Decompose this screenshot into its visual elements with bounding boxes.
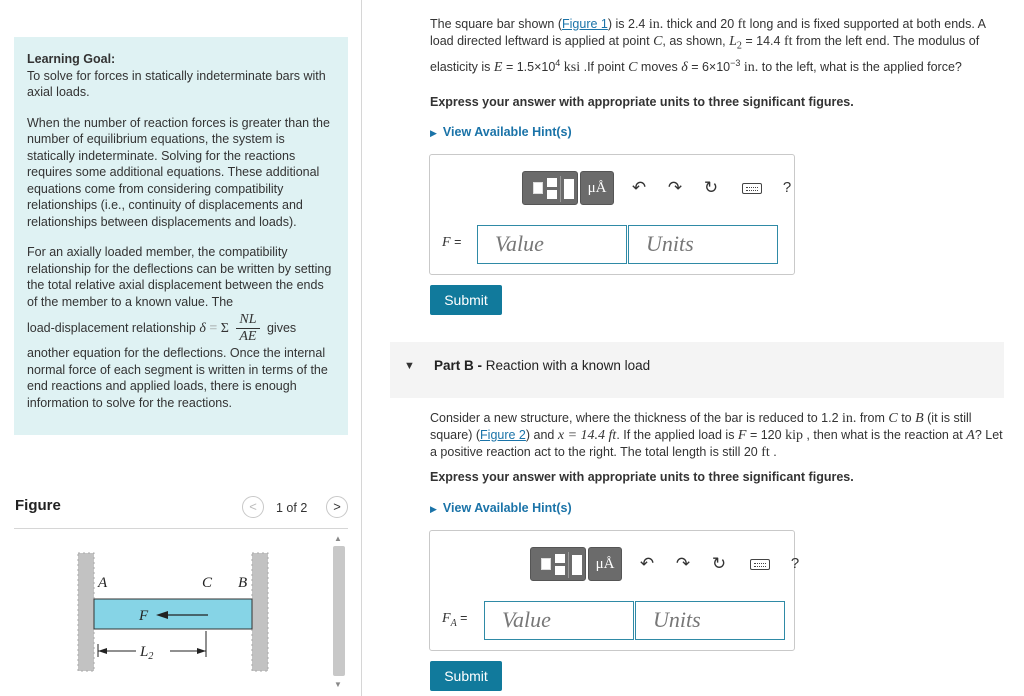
square-bar <box>94 599 252 629</box>
label-F: F <box>139 608 149 624</box>
part-b-toolbar <box>530 547 830 581</box>
figure-viewer <box>14 528 348 696</box>
label-B: B <box>238 575 248 591</box>
templates-button[interactable] <box>522 171 578 205</box>
learning-goal-paragraph-2: For an axially loaded member, the compatibility relationship for the deflections can be written by setting the total relative axial displacement between the ends of the member to a known value. The <box>27 245 332 309</box>
part-a-units-input[interactable]: Units <box>628 225 778 264</box>
part-a-submit-button[interactable]: Submit <box>430 285 502 315</box>
units-button[interactable]: μÅ <box>588 547 622 581</box>
templates-button[interactable] <box>530 547 586 581</box>
right-wall-support <box>252 553 268 671</box>
part-b-value-input[interactable]: Value <box>484 601 634 640</box>
help-icon[interactable]: ? <box>782 179 792 196</box>
part-b-units-input[interactable]: Units <box>635 601 785 640</box>
figure-header <box>14 496 348 520</box>
learning-goal-box <box>14 37 348 435</box>
figure-title: Figure <box>15 497 61 514</box>
figure-counter: 1 of 2 <box>276 501 308 515</box>
part-b-answer-box <box>429 530 800 651</box>
redo-icon[interactable]: ↷ <box>675 554 691 573</box>
learning-goal-paragraph-1: When the number of reaction forces is greater than the number of equilibrium equations, the system is statically indeterminate. Solving for the reactions requires some additional equations. These additional equations come from considering compatibility relationships (i.e., continuity of displacements and relationships between displacements and loads). <box>27 115 330 229</box>
part-b-question: Consider a new structure, where the thickness of the bar is reduced to 1.2 in. from C to B (it is still square) (Figure 2) and x = 14.4 ft. If the applied load is F = 120 kip , then what is the reaction at A? Let a positive reaction act to the right. The total length is still 20 ft . <box>430 411 1003 460</box>
formula-sum: Σ <box>220 320 229 336</box>
formula-equals: = <box>209 320 218 336</box>
expand-triangle-icon: ▶ <box>430 128 437 138</box>
gives-text: gives <box>266 320 297 335</box>
figure-1-link[interactable]: Figure 1 <box>562 17 608 31</box>
keyboard-icon[interactable] <box>742 183 762 194</box>
learning-goal-paragraph-3 <box>27 312 296 345</box>
part-a-answer-box <box>429 154 795 275</box>
undo-icon[interactable]: ↶ <box>639 554 655 573</box>
part-a-instruction: Express your answer with appropriate units to three significant figures. <box>430 95 854 109</box>
previous-figure-button[interactable]: < <box>242 496 264 518</box>
part-b-title: Part B - Reaction with a known load <box>434 358 651 373</box>
label-A: A <box>98 575 108 591</box>
help-icon[interactable]: ? <box>790 555 800 572</box>
reset-icon[interactable]: ↻ <box>711 554 727 573</box>
left-panel <box>0 0 362 696</box>
scroll-up-arrow-icon[interactable]: ▲ <box>334 534 342 543</box>
learning-goal-title: Learning Goal: <box>27 52 116 66</box>
part-b-header[interactable] <box>390 342 1004 398</box>
figure-2-link[interactable]: Figure 2 <box>480 428 526 442</box>
reset-icon[interactable]: ↻ <box>703 178 719 197</box>
formula-denominator: AE <box>239 329 257 344</box>
figure-scrollbar[interactable] <box>331 530 348 696</box>
scrollbar-thumb[interactable] <box>333 546 345 676</box>
learning-goal-paragraph-4: another equation for the deflections. Once the internal normal force of each segment is written in terms of the end reactions and applied loads, there is enough information to solve for the reactions. <box>27 346 328 410</box>
formula-numerator: NL <box>236 312 259 329</box>
formula-delta: δ <box>199 320 206 336</box>
scroll-down-arrow-icon[interactable]: ▼ <box>334 680 342 689</box>
bar-diagram <box>76 551 276 681</box>
part-b-variable-label: $F_A$ = <box>442 611 468 629</box>
undo-icon[interactable]: ↶ <box>631 178 647 197</box>
part-a-toolbar <box>522 171 822 205</box>
units-button[interactable]: μÅ <box>580 171 614 205</box>
right-panel <box>388 0 1024 696</box>
left-wall-support <box>78 553 94 671</box>
part-a-value-input[interactable]: Value <box>477 225 627 264</box>
collapse-triangle-icon: ▼ <box>404 360 415 372</box>
part-a-variable-label: F = <box>442 235 462 250</box>
label-L2: $L_2$ <box>140 644 154 662</box>
part-a-hint-toggle[interactable]: ▶ View Available Hint(s) <box>430 125 572 139</box>
part-a-question: The square bar shown (Figure 1) is 2.4 in. thick and 20 ft long and is fixed supported at both ends. A load directed leftward is applied at point C, as shown, $L_2 = 14.4$ ft from the left end. The modulus of elasticity is $E = 1.5\times 10^4$ ksi .If point C moves $\delta = 6\times 10^{-3}$ in. to the left, what is the applied force? <box>430 17 986 75</box>
load-displacement-text: load-displacement relationship <box>27 320 196 335</box>
part-b-hint-toggle[interactable]: ▶ View Available Hint(s) <box>430 501 572 515</box>
next-figure-button[interactable]: > <box>326 496 348 518</box>
formula-fraction <box>236 312 259 345</box>
keyboard-icon[interactable] <box>750 559 770 570</box>
part-b-instruction: Express your answer with appropriate units to three significant figures. <box>430 470 854 484</box>
expand-triangle-icon: ▶ <box>430 504 437 514</box>
label-C: C <box>202 575 213 591</box>
redo-icon[interactable]: ↷ <box>667 178 683 197</box>
learning-goal-subtitle: To solve for forces in statically indeterminate bars with axial loads. <box>27 68 326 99</box>
part-b-submit-button[interactable]: Submit <box>430 661 502 691</box>
